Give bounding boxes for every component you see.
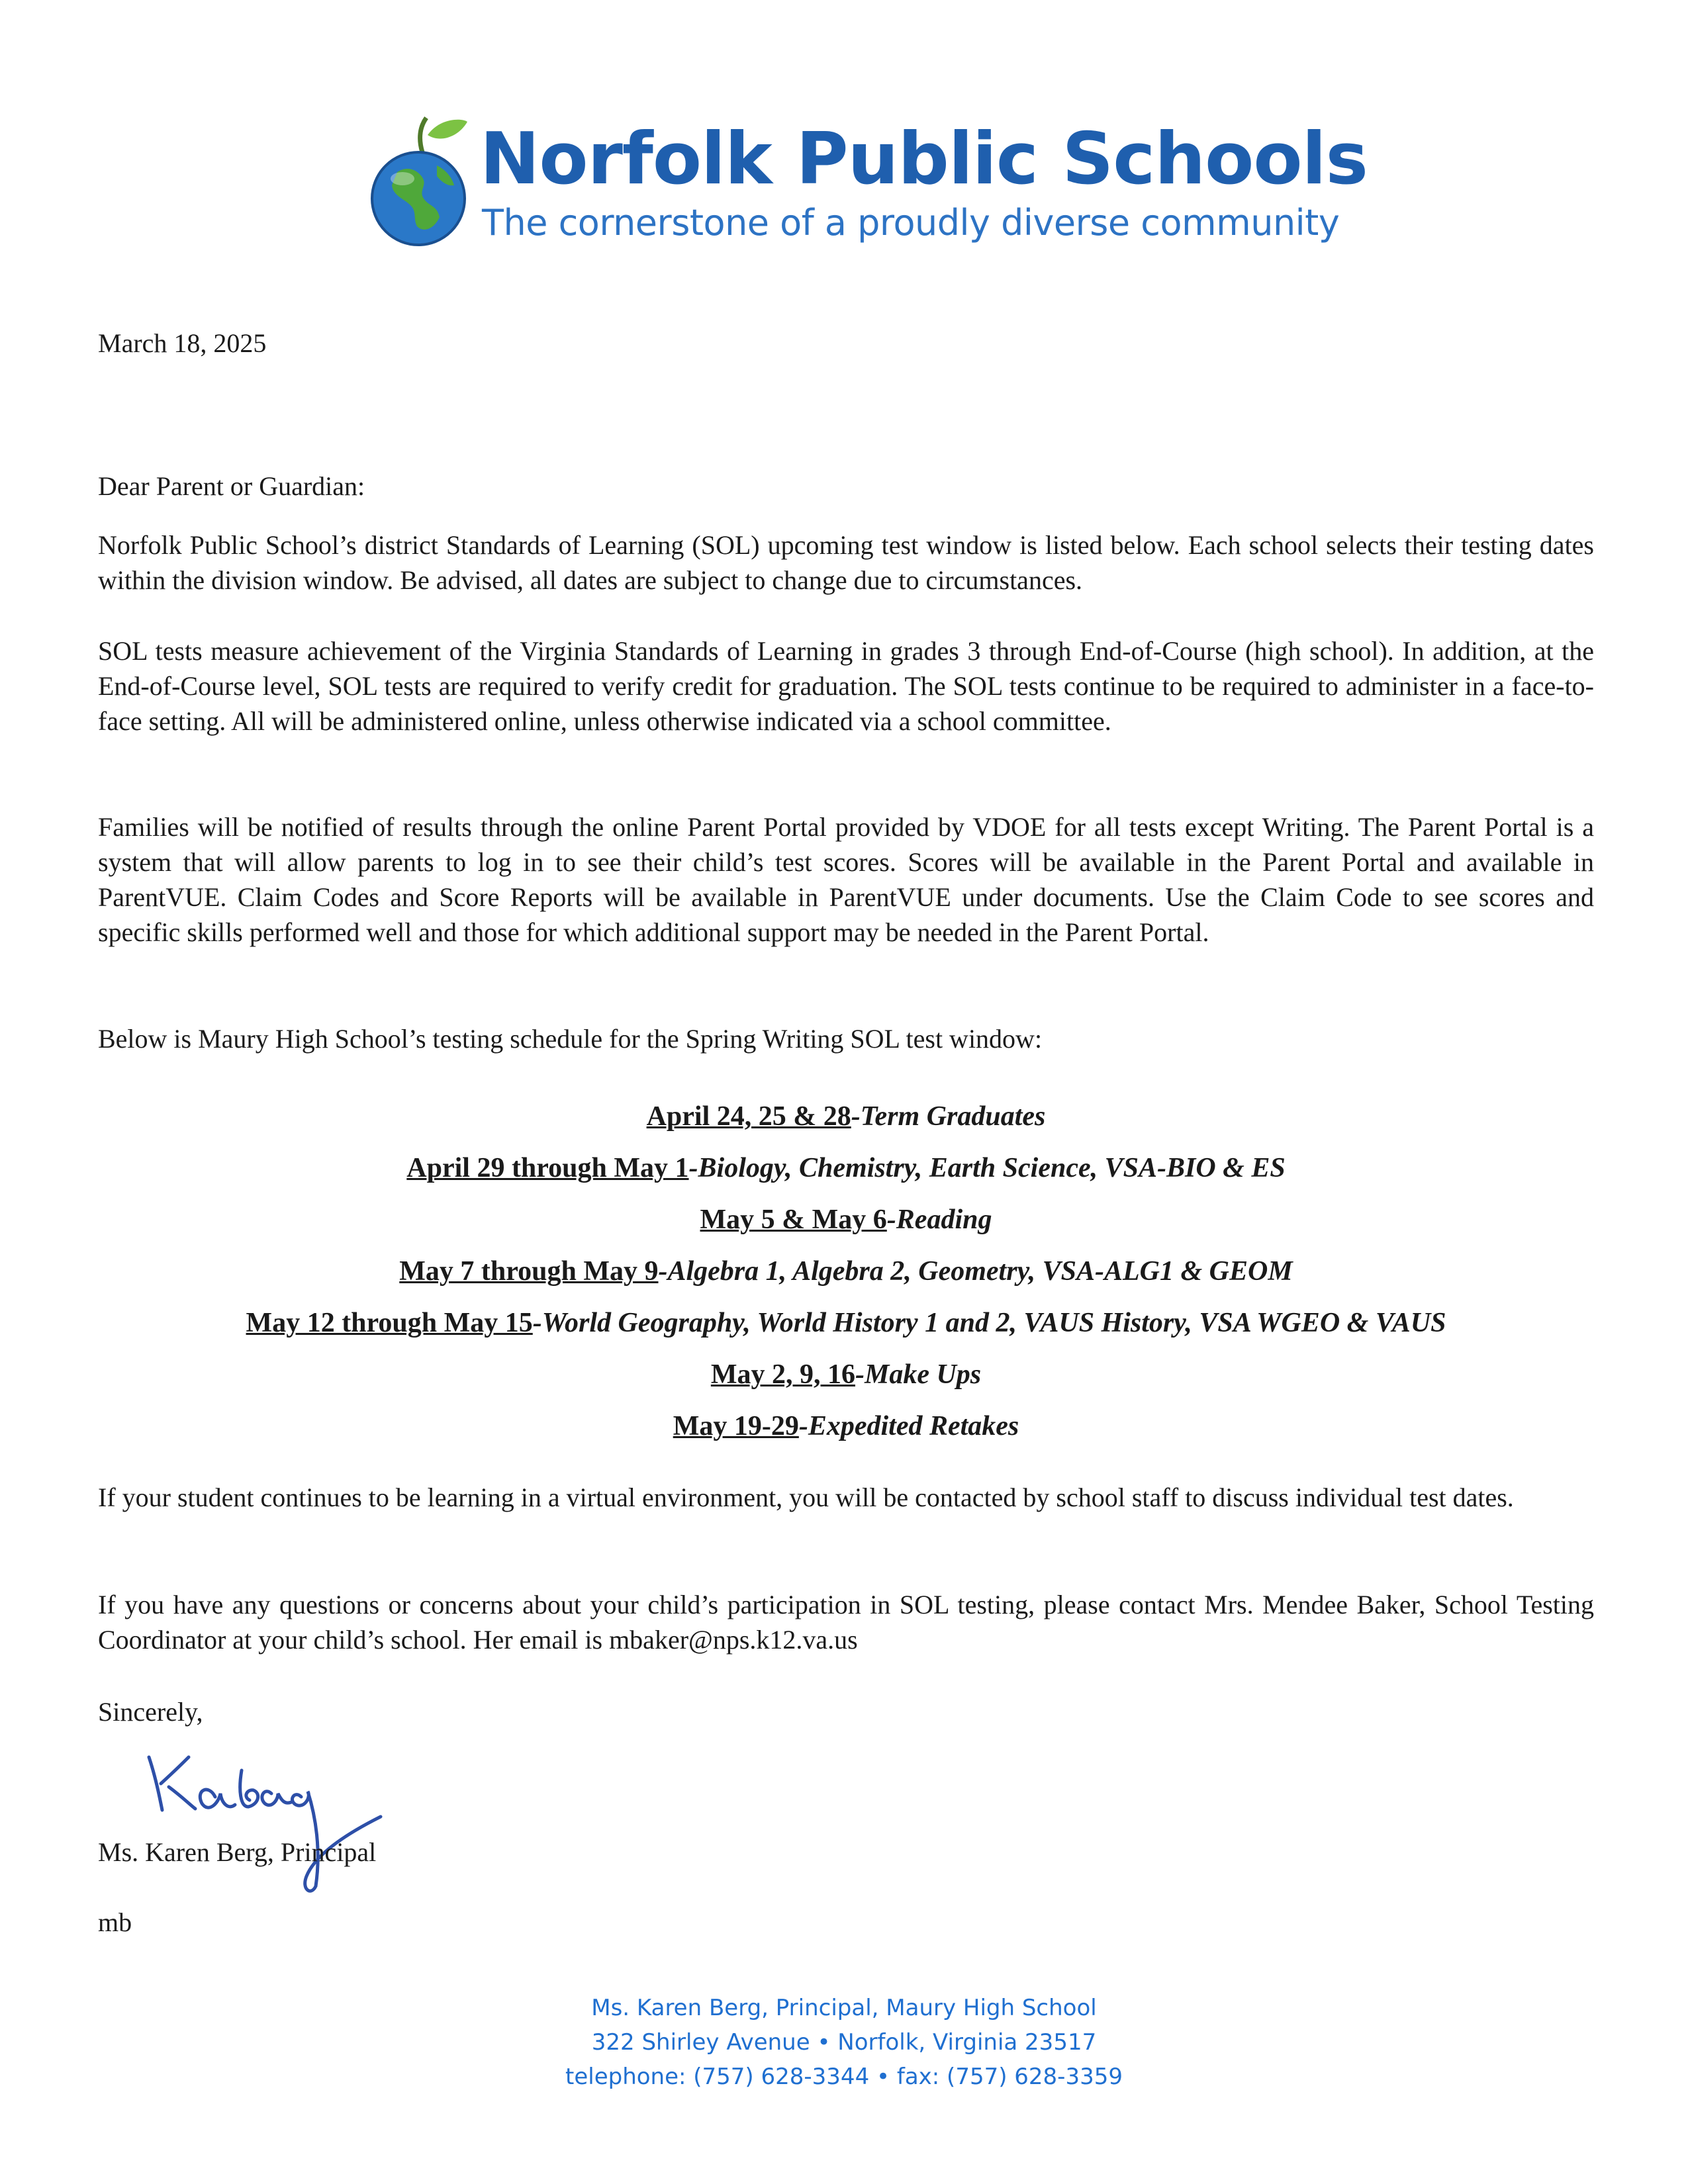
schedule-subjects: -Algebra 1, Algebra 2, Geometry, VSA-ALG1 & GEOM bbox=[658, 1256, 1293, 1287]
district-name: Norfolk Public Schools bbox=[480, 118, 1368, 201]
schedule-dates: May 5 & May 6 bbox=[700, 1205, 887, 1235]
schedule-item bbox=[98, 1142, 1594, 1194]
schedule-dates: April 29 through May 1 bbox=[406, 1153, 689, 1183]
apple-globe-logo bbox=[371, 113, 470, 251]
schedule-item bbox=[98, 1194, 1594, 1246]
schedule-subjects: -Expedited Retakes bbox=[798, 1411, 1019, 1441]
paragraph-test-window: Norfolk Public School’s district Standards of Learning (SOL) upcoming test window is listed below. Each school selects their testing dates within the division window. Be advised, all dates are subject to change due to circumstances. bbox=[98, 530, 1594, 595]
footer-phone-line: telephone: (757) 628-3344 • fax: (757) 628-3359 bbox=[565, 2064, 1123, 2090]
schedule-dates: May 2, 9, 16 bbox=[710, 1359, 855, 1390]
paragraph-results: Families will be notified of results through the online Parent Portal provided by VDOE for all tests except Writing. The Parent Portal is a system that will allow parents to log in to see their child’s test scores. Scores will be available in the Parent Portal and available in ParentVUE. Claim Codes and Score Reports will be available in ParentVUE under documents. Use the Claim Code to see scores and specific skills performed well and those for which additional support may be needed in the Parent Portal. bbox=[98, 812, 1594, 947]
schedule-item bbox=[98, 1246, 1594, 1297]
typist-initials: mb bbox=[98, 1907, 132, 1937]
school-address-footer bbox=[0, 1991, 1688, 2094]
schedule-subjects: -Term Graduates bbox=[851, 1101, 1046, 1132]
schedule-subjects: -Biology, Chemistry, Earth Science, VSA-BIO & ES bbox=[688, 1153, 1286, 1183]
schedule-subjects: -Reading bbox=[886, 1205, 992, 1235]
signature bbox=[142, 1731, 420, 1903]
district-tagline: The cornerstone of a proudly diverse community bbox=[482, 202, 1340, 244]
paragraph-contact: If you have any questions or concerns about your child’s participation in SOL testing, please contact Mrs. Mendee Baker, School Testing Coordinator at your child’s school. Her email is mbaker@nps.k12.va.us bbox=[98, 1590, 1594, 1655]
letterhead bbox=[371, 106, 1368, 265]
schedule-item bbox=[98, 1091, 1594, 1142]
schedule-dates: May 19-29 bbox=[673, 1411, 799, 1441]
signer-name: Ms. Karen Berg, Principal bbox=[98, 1837, 377, 1867]
schedule-item bbox=[98, 1297, 1594, 1349]
schedule-dates: April 24, 25 & 28 bbox=[646, 1101, 851, 1132]
salutation: Dear Parent or Guardian: bbox=[98, 471, 365, 501]
schedule-subjects: -World Geography, World History 1 and 2, VAUS History, VSA WGEO & VAUS bbox=[532, 1308, 1446, 1338]
schedule-subjects: -Make Ups bbox=[855, 1359, 982, 1390]
testing-schedule bbox=[98, 1091, 1594, 1452]
letter-date: March 18, 2025 bbox=[98, 328, 267, 358]
footer-address-line: 322 Shirley Avenue • Norfolk, Virginia 23517 bbox=[591, 2029, 1097, 2056]
schedule-item bbox=[98, 1400, 1594, 1452]
schedule-dates: May 12 through May 15 bbox=[246, 1308, 533, 1338]
schedule-item bbox=[98, 1349, 1594, 1400]
closing: Sincerely, bbox=[98, 1697, 203, 1727]
footer-principal-line: Ms. Karen Berg, Principal, Maury High School bbox=[591, 1995, 1097, 2021]
paragraph-sol-overview: SOL tests measure achievement of the Virginia Standards of Learning in grades 3 through End-of-Course (high school). In addition, at the End-of-Course level, SOL tests are required to verify credit for graduation. The SOL tests continue to be required to administer in a face-to-face setting. All will be administered online, unless otherwise indicated via a school committee. bbox=[98, 636, 1594, 736]
paragraph-virtual: If your student continues to be learning in a virtual environment, you will be contacted by school staff to discuss individual test dates. bbox=[98, 1482, 1514, 1512]
schedule-dates: May 7 through May 9 bbox=[399, 1256, 659, 1287]
paragraph-schedule-intro: Below is Maury High School’s testing schedule for the Spring Writing SOL test window: bbox=[98, 1024, 1043, 1054]
